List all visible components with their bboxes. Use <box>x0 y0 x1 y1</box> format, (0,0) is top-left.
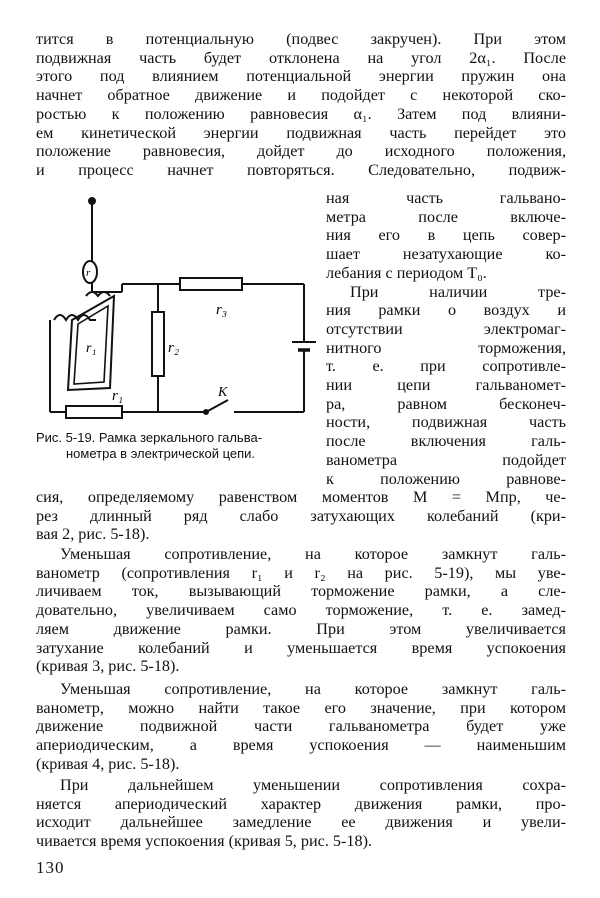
right-column-text <box>326 189 566 488</box>
text-line: ростью к положению равновесия α₁. Затем под влияни- <box>36 104 566 123</box>
text-line: апериодическим, а время успокоения — наименьшим <box>36 736 566 755</box>
text-line: исходит дальнейшее замедление ее движения и увели- <box>36 813 566 832</box>
text-line: ния рамки о воздух и <box>326 301 566 320</box>
continuation-paragraph <box>36 488 566 544</box>
text-line: шает незатухающие ко- <box>326 245 566 264</box>
text-line: ния его в цепь совер- <box>326 226 566 245</box>
text-line: метра после включе- <box>326 207 566 226</box>
label-r1: r₁ <box>112 388 124 404</box>
text-line: положение равновесия, дойдет до исходного положения, <box>36 142 566 161</box>
text-line: ности, подвижная часть <box>326 413 566 432</box>
text-line: вая 2, рис. 5-18). <box>36 525 150 544</box>
text-line: к положению равнове- <box>326 469 566 488</box>
label-r3: r₃ <box>216 302 228 318</box>
text-line: сия, определяемому равенством моментов M = Mпр, че- <box>36 488 566 506</box>
text-line: подвижная часть будет отклонена на угол 2α₁. После <box>36 48 566 67</box>
resistor-r2 <box>152 312 164 376</box>
text-line: (кривая 3, рис. 5-18). <box>36 657 180 676</box>
text-line: начнет обратное движение и подойдет с некоторой ско- <box>36 86 566 105</box>
top-paragraph <box>36 30 566 180</box>
label-k: К <box>218 385 228 400</box>
text-line: ляем движение рамки. При этом увеличивается <box>36 619 566 638</box>
text-line: затухание колебаний и уменьшается время успокоения <box>36 638 566 657</box>
text-line: При дальнейшем уменьшении сопротивления сохра- <box>60 776 566 794</box>
label-r: r <box>86 267 91 279</box>
text-line: ванометр, можно найти такое его значение, при котором <box>36 698 566 717</box>
text-line: нии цепи гальваномет- <box>326 376 566 395</box>
text-line: движение подвижной части гальванометра будет уже <box>36 717 566 736</box>
text-line: При наличии тре- <box>350 282 566 301</box>
text-line: этого под влиянием потенциальной энергии пружин она <box>36 67 566 86</box>
figure-caption <box>36 430 314 462</box>
text-line: ванометра подойдет <box>326 450 566 469</box>
text-line: рез длинный ряд слабо затухающих колебаний (кри- <box>36 506 566 525</box>
text-line: ем кинетической энергии подвижная часть перейдет это <box>36 123 566 142</box>
paragraph-3 <box>36 680 566 774</box>
text-line: (кривая 4, рис. 5-18). <box>36 754 180 773</box>
resistor-r3 <box>180 278 242 290</box>
text-line: после включения галь- <box>326 432 566 451</box>
text-line: отсутствии электромаг- <box>326 319 566 338</box>
label-r2: r₂ <box>168 340 180 356</box>
text-line: довательно, увеличиваем само торможение, т. е. замед- <box>36 601 566 620</box>
text-line: няется апериодический характер движения рамки, про- <box>36 794 566 813</box>
text-line: Уменьшая сопротивление, на которое замкнут галь- <box>60 545 566 563</box>
caption-line: Рис. 5-19. Рамка зеркального гальва- <box>36 430 263 445</box>
label-r1-frame: r₁ <box>86 341 97 356</box>
text-line: чивается время успокоения (кривая 5, рис. 5-18). <box>36 832 373 851</box>
caption-line: нометра в электрической цепи. <box>66 446 256 461</box>
text-line: тится в потенциальную (подвес закручен). При этом <box>36 30 566 48</box>
page-number: 130 <box>36 858 65 877</box>
resistor-r1 <box>66 406 122 418</box>
text-line: Уменьшая сопротивление, на которое замкнут галь- <box>60 680 566 698</box>
galvanometer-circuit-figure <box>36 192 316 422</box>
text-line: ванометр (сопротивления r₁ и r₂ на рис. 5-19), мы уве- <box>36 563 566 582</box>
paragraph-4 <box>36 776 566 851</box>
text-line: т. е. при сопротивле- <box>326 357 566 376</box>
text-line: личиваем ток, вызывающий торможение рамки, а сле- <box>36 582 566 601</box>
text-line: нитного торможения, <box>326 338 566 357</box>
text-line: лебания с периодом T₀. <box>326 263 487 282</box>
suspension-point <box>89 198 95 204</box>
text-line: ная часть гальвано- <box>326 189 566 207</box>
text-line: ра, равном бесконеч- <box>326 394 566 413</box>
switch-icon <box>206 400 228 412</box>
text-line: и процесс начнет повторяться. Следовательно, подвиж- <box>36 160 566 179</box>
paragraph-2 <box>36 545 566 676</box>
